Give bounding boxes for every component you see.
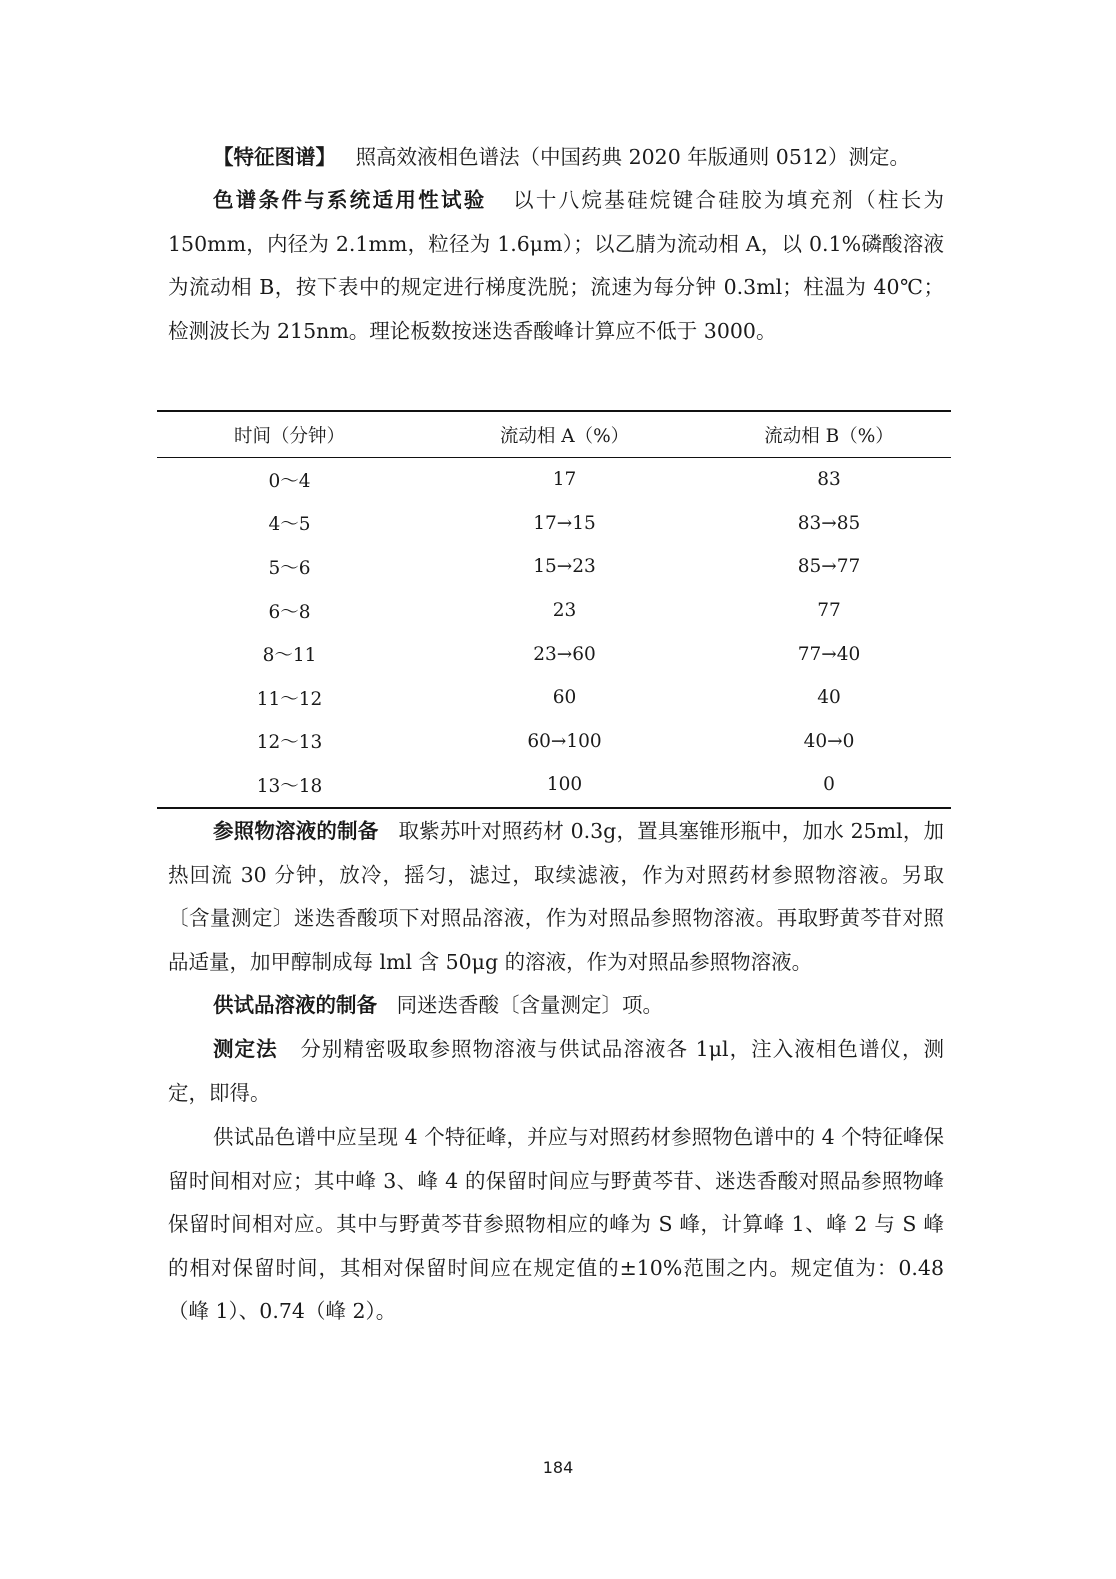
heading-test-solution: 供试品溶液的制备 <box>213 993 377 1017</box>
paragraph-chromatographic-conditions <box>168 179 944 353</box>
table-cell: 4～5 <box>268 514 311 536</box>
paragraph-text: 供试品色谱中应呈现 4 个特征峰，并应与对照药材参照物色谱中的 4 个特征峰保留时间相对应；其中峰 3、峰 4 的保留时间应与野黄芩苷、迷迭香酸对照品参照物峰保留时间相对应。其中与野黄芩苷参照物相应的峰为 S 峰，计算峰 1、峰 2 与 S 峰的相对保留时间，其相对保留时间应在规定值的±10%范围之内。规定值为：0.48（峰 1）、0.74（峰 2）。 <box>168 1125 944 1323</box>
table-cell: 17 <box>552 469 577 491</box>
table-cell: 23→60 <box>533 643 596 665</box>
paragraph-text: 以十八烷基硅烷键合硅胶为填充剂（柱长为 150mm，内径为 2.1mm，粒径为 1.6μm）；以乙腈为流动相 A，以 0.1%磷酸溶液为流动相 B，按下表中的规定进行梯度洗脱；流速为每分钟 0.3ml；柱温为 40℃；检测波长为 215nm。理论板数按迷迭香酸峰计算应不低于 3000。 <box>168 188 944 343</box>
table-row <box>157 632 951 676</box>
table-cell: 0 <box>823 774 835 796</box>
table-row <box>157 545 951 589</box>
table-cell: 23 <box>552 600 577 622</box>
paragraph-procedure <box>168 1028 944 1115</box>
table-cell: 83→85 <box>797 512 861 534</box>
paragraph-text: 取紫苏叶对照药材 0.3g，置具塞锥形瓶中，加水 25ml，加热回流 30 分钟，放冷，摇匀，滤过，取续滤液，作为对照药材参照物溶液。另取〔含量测定〕迷迭香酸项下对照品溶液，作为对照品参照物溶液。再取野黄芩苷对照品适量，加甲醇制成每 lml 含 50μg 的溶液，作为对照品参照物溶液。 <box>168 819 944 974</box>
table-cell: 100 <box>546 774 583 796</box>
table-row <box>157 676 951 720</box>
paragraph-reference-solution <box>168 810 944 984</box>
table-cell: 8～11 <box>262 645 317 667</box>
heading-fingerprint: 【特征图谱】 <box>213 145 336 169</box>
table-cell: 0～4 <box>268 470 311 492</box>
table-cell: 15→23 <box>533 556 596 578</box>
table-cell: 85→77 <box>797 556 861 578</box>
table-cell: 13～18 <box>256 775 323 797</box>
table-cell: 83 <box>817 469 841 491</box>
table-header-phase-a: 流动相 A（%） <box>499 425 630 447</box>
gradient-table <box>157 410 951 809</box>
table-cell: 60 <box>552 687 577 709</box>
table-cell: 40 <box>817 687 841 709</box>
table-cell: 5～6 <box>268 557 311 579</box>
paragraph-fingerprint <box>168 136 944 180</box>
table-row <box>157 502 951 546</box>
heading-procedure: 测定法 <box>213 1037 278 1061</box>
table-row <box>157 763 951 807</box>
heading-chromatographic-conditions: 色谱条件与系统适用性试验 <box>213 188 487 212</box>
table-cell: 60→100 <box>527 730 602 752</box>
heading-reference-solution: 参照物溶液的制备 <box>213 819 379 843</box>
table-cell: 77→40 <box>797 643 861 665</box>
table-header-phase-b: 流动相 B（%） <box>764 425 894 447</box>
table-cell: 11～12 <box>256 688 323 710</box>
table-cell: 12～13 <box>256 732 323 754</box>
table-row <box>157 589 951 633</box>
paragraph-text: 同迷迭香酸〔含量测定〕项。 <box>396 993 664 1017</box>
paragraph-text: 分别精密吸取参照物溶液与供试品溶液各 1μl，注入液相色谱仪，测定，即得。 <box>168 1037 945 1105</box>
table-header-time: 时间（分钟） <box>233 425 345 447</box>
paragraph-text: 照高效液相色谱法（中国药典 2020 年版通则 0512）测定。 <box>355 145 910 169</box>
table-header-row <box>157 412 951 458</box>
table-cell: 6～8 <box>268 601 311 623</box>
paragraph-peak-requirements <box>168 1116 944 1334</box>
table-cell: 17→15 <box>533 512 596 534</box>
table-row <box>157 720 951 764</box>
paragraph-test-solution <box>168 984 944 1028</box>
table-cell: 77 <box>817 600 841 622</box>
table-cell: 40→0 <box>803 730 855 752</box>
page-number: 184 <box>542 1458 574 1477</box>
table-row <box>157 458 951 502</box>
